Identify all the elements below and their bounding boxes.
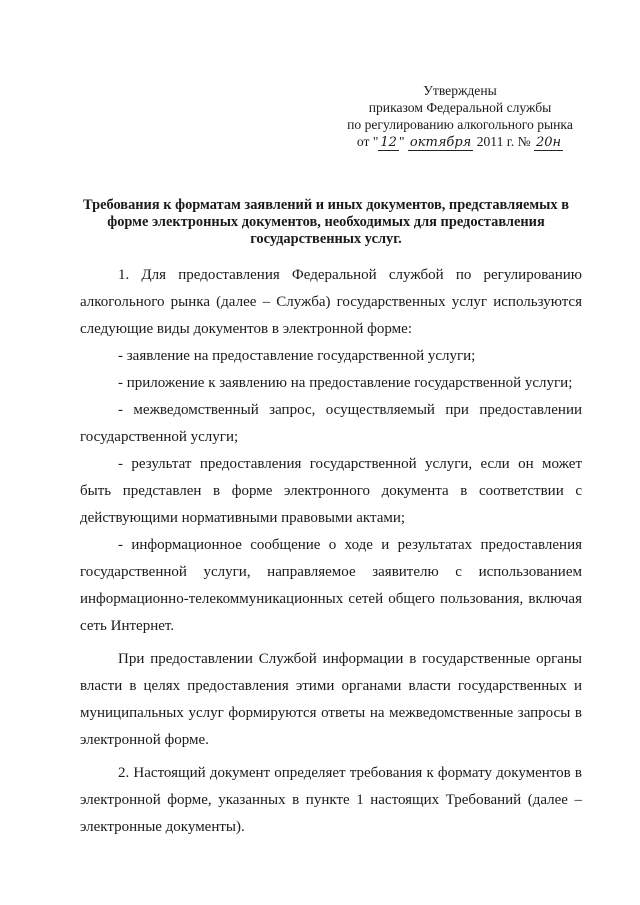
approval-date-line xyxy=(330,133,590,151)
paragraph-3: 2. Настоящий документ определяет требования к формату документов в электронной форме, указанных в пункте 1 настоящих Требований (далее – электронные документы). xyxy=(80,765,582,835)
date-day-handwritten: 12 xyxy=(380,135,397,150)
order-number-handwritten: 20н xyxy=(536,135,562,150)
list-item-5: - информационное сообщение о ходе и результатах предоставления государственной услуги, направляемое заявителю с использованием информационно-телекоммуникационных сетей общего пользования, включая сеть Интернет. xyxy=(80,537,582,634)
list-item-4: - результат предоставления государственной услуги, если он может быть представлен в форме электронного документа в соответствии с действующими нормативными правовыми актами; xyxy=(80,456,582,526)
date-prefix: от " xyxy=(356,134,379,149)
document-title: Требования к форматам заявлений и иных документов, представляемых в форме электронных документов, необходимых для предоставления государственных услуг. xyxy=(83,197,569,247)
paragraph-2: При предоставлении Службой информации в государственные органы власти в целях предоставления этими органами власти государственных и муниципальных услуг формируются ответы на межведомственные запросы в электронной форме. xyxy=(80,651,582,748)
approval-line-1: Утверждены xyxy=(423,83,497,98)
approval-line-3: по регулированию алкогольного рынка xyxy=(347,117,573,132)
date-month-handwritten: октября xyxy=(409,135,472,150)
date-year: 2011 г. № xyxy=(476,134,531,149)
list-item-3: - межведомственный запрос, осуществляемый при предоставлении государственной услуги; xyxy=(80,402,582,445)
paragraph-1: 1. Для предоставления Федеральной службой по регулированию алкогольного рынка (далее – Служба) государственных услуг используются следующие виды документов в электронной форме: xyxy=(80,267,582,337)
list-item-2: - приложение к заявлению на предоставление государственной услуги; xyxy=(118,375,573,391)
approval-line-2: приказом Федеральной службы xyxy=(368,100,552,115)
list-item-1: - заявление на предоставление государственной услуги; xyxy=(118,348,476,364)
approval-block xyxy=(330,82,590,151)
date-quote: " xyxy=(398,134,405,149)
document-body xyxy=(80,262,582,841)
